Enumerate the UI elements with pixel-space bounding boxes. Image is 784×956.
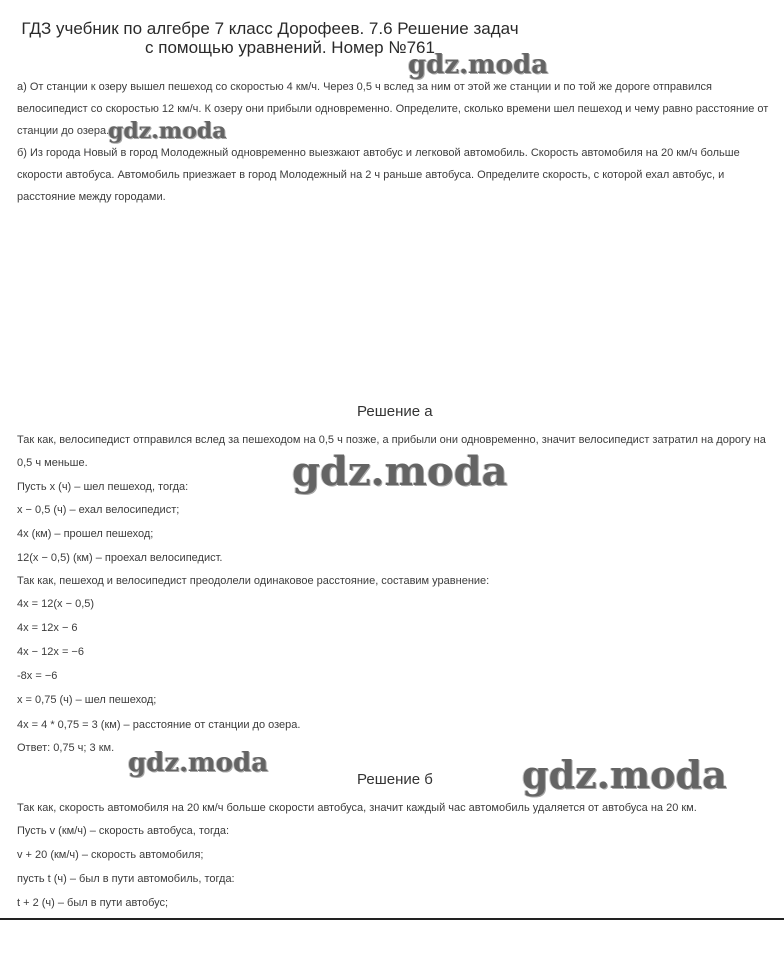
solution-a-line: x = 0,75 (ч) – шел пешеход; xyxy=(17,694,157,706)
solution-a-line: Так как, пешеход и велосипедист преодолели одинаковое расстояние, составим уравнение: xyxy=(17,575,490,587)
page-title-line-1: ГДЗ учебник по алгебре 7 класс Дорофеев. 7.6 Решение задач xyxy=(21,19,519,38)
watermark: gdz.moda xyxy=(408,50,549,80)
solution-a-line: x − 0,5 (ч) – ехал велосипедист; xyxy=(17,504,180,516)
watermark: gdz.moda xyxy=(522,752,727,797)
solution-b-line: Пусть v (км/ч) – скорость автобуса, тогда: xyxy=(17,825,230,837)
solution-a-line: 4x = 4 * 0,75 = 3 (км) – расстояние от станции до озера. xyxy=(17,719,301,731)
equation-line: 4x − 12x = −6 xyxy=(17,646,84,658)
solution-b-heading: Решение б xyxy=(357,771,433,788)
watermark: gdz.moda xyxy=(128,748,269,778)
task-a-line: велосипедист со скоростью 12 км/ч. К озеру они прибыли одновременно. Определите, сколько времени шел пешеход и чему равно расстояние от xyxy=(17,103,769,115)
task-b-line: расстояние между городами. xyxy=(17,191,166,203)
solution-b-line: t + 2 (ч) – был в пути автобус; xyxy=(17,897,169,909)
page-title-line-2: с помощью уравнений. Номер №761 xyxy=(145,38,435,57)
task-a-line: станции до озера. xyxy=(17,125,110,137)
equation-line: 4x = 12(x − 0,5) xyxy=(17,598,95,610)
watermark: gdz.moda xyxy=(108,118,227,144)
solution-a-line: 0,5 ч меньше. xyxy=(17,457,88,469)
solution-a-answer: Ответ: 0,75 ч; 3 км. xyxy=(17,742,115,754)
watermark: gdz.moda xyxy=(292,448,508,495)
solution-b-line: Так как, скорость автомобиля на 20 км/ч больше скорости автобуса, значит каждый час автомобиль удаляется от автобуса на 20 км. xyxy=(17,802,697,814)
solution-a-heading: Решение а xyxy=(357,403,433,420)
task-a-line: а) От станции к озеру вышел пешеход со скоростью 4 км/ч. Через 0,5 ч вслед за ним от этой же станции и по той же дороге отправился xyxy=(17,81,712,93)
equation-line: 4x = 12x − 6 xyxy=(17,622,78,634)
equation-line: -8x = −6 xyxy=(17,670,58,682)
solution-b-line: пусть t (ч) – был в пути автомобиль, тогда: xyxy=(17,873,235,885)
task-b-line: скорости автобуса. Автомобиль приезжает в город Молодежный на 2 ч раньше автобуса. Определите скорость, с которой ехал автобус, и xyxy=(17,169,725,181)
task-b-line: б) Из города Новый в город Молодежный одновременно выезжают автобус и легковой автомобиль. Скорость автомобиля на 20 км/ч больше xyxy=(17,147,740,159)
solution-a-line: 12(x − 0,5) (км) – проехал велосипедист. xyxy=(17,552,223,564)
bottom-divider xyxy=(0,918,784,920)
solution-a-line: Так как, велосипедист отправился вслед за пешеходом на 0,5 ч позже, а прибыли они одновременно, значит велосипедист затратил на дорогу на xyxy=(17,434,766,446)
solution-b-line: v + 20 (км/ч) – скорость автомобиля; xyxy=(17,849,204,861)
solution-a-line: 4x (км) – прошел пешеход; xyxy=(17,528,154,540)
solution-a-line: Пусть x (ч) – шел пешеход, тогда: xyxy=(17,481,189,493)
